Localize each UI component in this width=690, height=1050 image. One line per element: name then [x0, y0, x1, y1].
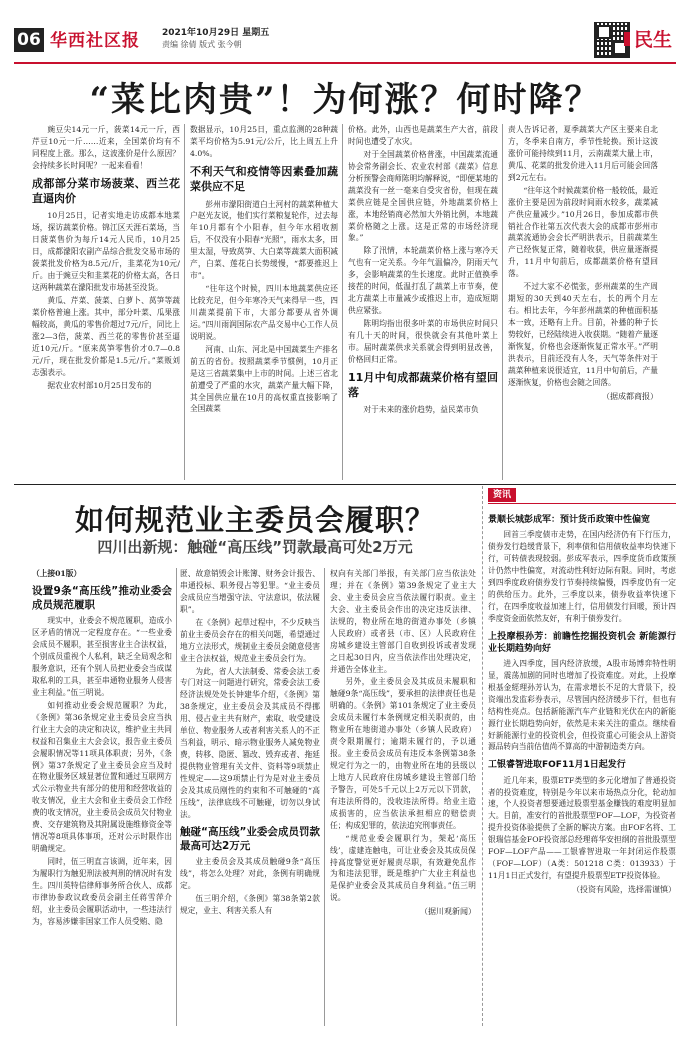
- paragraph: 在《条例》起草过程中，不少反映当前业主委员会存在的相关问题，希望通过地方立法形式，规制业主委员会随意侵害业主合法权益，规范业主委员会行为。: [180, 617, 320, 663]
- story2-column-2: [180, 568, 320, 1026]
- story2-subhead-1: 设置9条“高压线”推动业委会成员规范履职: [32, 584, 172, 612]
- story1-column-1: [32, 124, 180, 480]
- paragraph: “规范业委会履职行为，架起‘高压线’，虚建连触电，可让业委会及其成员保持高度警觉更好履责尽职，有效避免乱作为和违法犯罪，既是维护广大业主利益也是保护业委会及其成员自身利益。”伍三明说。: [330, 833, 476, 903]
- story1-subhead-2: 不利天气和疫情等因素叠加蔬菜供应不足: [190, 164, 338, 193]
- paragraph: 业主委员会及其成员触碰9条“高压线”，将怎么处理？对此，条例有明确规定。: [180, 857, 320, 890]
- info-credit: （投资有风险，选择需谨慎）: [572, 885, 676, 894]
- info-tag: 资讯: [488, 488, 516, 502]
- column-divider: [176, 568, 177, 1026]
- paragraph: “往年这个时候蔬菜价格一般较低，最近涨价主要是因为前段时间雨水较多，蔬菜减产供应量减少。”10月26日，参加成都市供销社合作社第五次代表大会的成都市彭州市蔬菜流通协会会长严明洪表示，目前蔬菜生产已经恢复正常，随着收获，供应量逐渐提升，11月中旬前后，成都蔬菜价格有望回落。: [508, 185, 658, 279]
- story2-credit: （据川观新闻）: [420, 907, 476, 917]
- info-item-title: 工银睿智进取FOF11月1日起发行: [488, 760, 626, 771]
- info-divider: [482, 486, 483, 1026]
- paragraph: 进入四季度，国内经济放缓，A股市场博弈特性明显，震荡加剧的同时也增加了投资难度。对此，上投摩根基金經理孙芳认为，在需求增长不足的大背景下，投资端出发监彩券表示，尽管国内经济缓步下行，但也有结构性亮点。包括新能源汽车产业链和光伏在内的新能源行业长期趋势向好，依然是未来关注的重点。继续看好新能源行业的投资机会，但投资重心可能会从上游资源品转向当前估值尚不算高的中游制造类方向。: [488, 658, 676, 752]
- story-divider: [14, 484, 676, 485]
- paragraph: 责人告诉记者，夏季蔬菜大产区主要来自北方，冬季来自南方，季节性轮换。预计这波涨价可能持续到11月，云南蔬菜大量上市，黄瓜、花菜的批发价进入11月后可能会回落到2元左右。: [508, 125, 658, 182]
- story2-column-3: [330, 568, 476, 1026]
- paragraph: 据农业农村部10月25日发布的: [47, 380, 152, 390]
- paragraph: 对于未来的涨价趋势，益民菜市负: [363, 405, 479, 415]
- column-divider: [342, 124, 343, 480]
- paragraph: “往年这个时候，四川本地蔬菜供应还比较充足，但今年寒冷天气来得早一些，四川蔬菜提前下市，大部分都要从省外调运。”四川雨润国际农产品交易中心工作人员说明说。: [190, 284, 338, 341]
- editor-credits: 责编 徐倩 版式 张今朝: [162, 40, 242, 49]
- story1-column-4: [508, 124, 658, 480]
- info-item-title: 景顺长城彭成军：预计货币政策中性偏宽: [488, 515, 651, 525]
- story1-subhead-3: 11月中旬成都蔬菜价格有望回落: [348, 370, 498, 399]
- paragraph: 对于全国蔬菜价格普涨，中国蔬菜流通协会常务副会长、农业农村部《蔬菜》信息分析预警会商师陈明均解释说，“即便某地的蔬菜没有一丝一毫来自受灾省份，但现在蔬菜供应链是全国供应链，外地蔬菜价格上涨，本地经销商必然加大外销比例，本地蔬菜价格随之上涨。这是正常的市场经济现象。”: [348, 149, 498, 243]
- issue-date: 2021年10月29日 星期五: [162, 28, 270, 38]
- story2-subhead: 四川出新规：触碰“高压线”罚款最高可处2万元: [97, 538, 413, 556]
- story1-column-2: [190, 124, 338, 480]
- dateline: （上接01版）: [32, 569, 82, 578]
- paragraph: 近几年来，股票ETF类型的多元化增加了普通投资者的投资难度，特别是今年以来市场热点分化，轮动加速，个人投资者想要通过股票型基金赚钱的难度明显加大。目前，准安行的首批股票型FOF—LOF，为投资者提升投资体验提供了全新的解决方案。由FOF名将、工银瑞信基金FOF投资部总经理蒋华安担纲的首批股票型FOF—LOF产品——工银睿智进取一年封闭运作股票（FOF—LOF）（A类：501218 C类：013933）于11月1日正式发行，有望提升股票型ETF投资体验。: [488, 775, 676, 881]
- main-headline: “菜比肉贵”！为何涨？何时降？: [89, 80, 601, 120]
- paragraph: 伍三明介绍，《条例》第38条第2款规定，业主、利害关系人有: [180, 893, 320, 915]
- story2-column-1: [32, 568, 172, 1026]
- story1-subhead-1: 成都部分菜市场菠菜、西兰花直逼肉价: [32, 176, 180, 205]
- paragraph: 如何推动业委会规范履职？为此，《条例》第36条规定业主委员会应当执行业主大会的决定和决议，维护业主共同权益和召集业主大会会议，报告业主委员会履职情况等11项具体职责；另外，《条例》第37条规定了业主委员会应当及时在物业服务区域显著位置和通过互联网方式公示物业共有部分的使用和经营收益的收支情况，业主大会和业主委员会工作经费的收支情况，业主委员会成员欠付物业费、交存建筑物及其附属设施维修资金等情况等8项具体事项，还对公示时限作出明确规定。: [32, 700, 172, 854]
- info-header: [488, 486, 676, 504]
- paragraph: 价格。此外，山西也是蔬菜生产大省，前段时间也遭受了水灾。: [348, 125, 498, 146]
- lead-paragraph: 豌豆尖14元一斤，菠菜14元一斤，西芹豆10元一斤……近来，全国菜价均有不同程度上涨。那么，这波涨价是什么原因？会持续多长时间呢？一起来看看！: [32, 125, 180, 170]
- paragraph: 回首三季度债市走势，在国内经济仍有下行压力，债券发行趋缓背景下，利率债和信用债收益率均快速下行，可转债表现较弱。彭成军表示，四季度货币政策预计仍然中性偏宽，对流动性利好边际有限。同时，考虑到四季度政府债券发行节奏持续偏慢，四季度仍有一定的供给压力。此外，三季度以来，债券收益率快速下行，在四季度收益加速上行，信用债发行回暖，预计四季度资金面依然友好，有利于债券发行。: [488, 530, 676, 623]
- paragraph: 数据显示，10月25日，重点监测的28种蔬菜平均价格为5.91元/公斤，比上周五上升4.0%。: [190, 125, 338, 158]
- paragraph: 黄瓜、芹菜、菠菜、白萝卜、莴笋等蔬菜价格普遍上涨。其中，部分叶菜、瓜果涨幅较高，黄瓜的零售价超过7元/斤，同比上涨2—3倍，菠菜、西兰花的零售价甚至逼近10元/斤。“原来莴笋零售价才0.7—0.8元/斤，现在批发价都是1.5元/斤。”菜贩刘志强表示。: [32, 296, 180, 377]
- paragraph: 10月25日，记者实地走访成都本地菜场，探访蔬菜价格。锦江区天涯石菜场，当日菠菜售价为每斤14元人民币，10月25日，成都濛阳农副产品综合批发交易市场的菠菜批发价格为8.5元/斤，韭菜花为10元/斤。由于豌豆尖和韭菜花的价格太高，各日这两种蔬菜在濛阳批发市场甚至没货。: [32, 211, 180, 293]
- story1-column-3: [348, 124, 498, 480]
- paragraph: 同时，伍三明直言该调，近年来，因为履职行为触犯刑法被判刑的情况时有发生。四川英特信律师事务所合伙人、成都市律协参政议政委员会副主任蒋雪萍介绍，业主委员会履职活动中，一些违法行为，容易涉嫌非国家工作人员受贿、隐: [32, 857, 172, 926]
- paragraph: 权向有关部门举报，有关部门应当依法处理；并在《条例》第39条规定了业主大会、业主委员会应当依法履行职责。业主大会、业主委员会作出的决定违反法律、法规的，物业所在地的街道办事处（乡镇人民政府）或者县（市、区）人民政府住房城乡建设主管部门自收到投诉或者发现之日起30日内，应当依法作出处理决定，并通告全体业主。: [330, 569, 476, 674]
- paragraph: 为此，省人大法制委、常委会法工委专门对这一问题进行研究，常委会法工委经济法规处处长钟建华介绍，《条例》第38条规定，业主委员会及其成员不得挪用、侵占业主共有财产，索取、收受建设单位、物业服务人或者利害关系人的不正当利益，明示、暗示物业服务人减免物业费，转移、隐匿、篡改、毁弃或者、拖延提供物业管理有关文件、资料等9项禁止性规定——这9项禁止行为是对业主委员会及其成员刚性的约束和不可触碰的“高压线”，法律底线不可触碰，切勿以身试法。: [180, 666, 320, 819]
- paragraph: 现实中，业委会不规范履职，造成小区矛盾的情况一定程度存在。“一些业委会成员不履职，甚至损害业主合法权益，个别成员重视个人私利，缺乏全局观念和服务意识，还有个别人员把业委会当成谋取私利的工具，甚至串通物业服务人侵害业主利益。”伍三明说。: [32, 616, 172, 697]
- story1-credit: （据成都商报）: [602, 391, 658, 401]
- masthead: [14, 22, 676, 58]
- story2-headline: 如何规范业主委员会履职？: [74, 503, 435, 537]
- page-number: 06: [14, 28, 44, 52]
- paragraph: 除了汛情，本轮蔬菜价格上涨与寒冷天气也有一定关系。今年气温偏冷，阴雨天气多，会影响蔬菜的生长速度。此时正值换季接茬的时间，低温打乱了蔬菜上市节奏，使北方蔬菜上市量减少或推迟上市，造成短期供应紧张。: [348, 246, 498, 316]
- column-divider: [184, 124, 185, 480]
- masthead-rule: [14, 62, 676, 64]
- story2-subhead-2: 触碰“高压线”业委会成员罚款最高可达2万元: [180, 825, 320, 852]
- paragraph: 河南、山东、河北是中国蔬菜生产排名前五的省份。按照蔬菜季节惯例，10月正是这三省蔬菜集中上市的时间。上述三省北前遭受了严重的水灾，蔬菜产量大幅下降，其全国供应量在10月的高权重直接影响了全国蔬菜: [190, 344, 338, 414]
- section-name: 民生: [634, 29, 673, 51]
- paragraph: 另外，业主委员会及其成员未履职和触碰9条“高压线”，要承担的法律责任也是明确的。《条例》第101条规定了业主委员会成员未履行本条例规定相关职责的，由物业所在地街道办事处（乡镇人民政府）责令限期履行；逾期未履行的，予以通报。业主委员会成员有违反本条例第38条规定行为之一的，由物业所在地的县级以上地方人民政府住房城乡建设主管部门给予警告，可处5千元以上2万元以下罚款，有违法所得的，没收违法所得。给业主造成损害的，应当依法承担相应的赔偿责任；构成犯罪的，依法追究刑事责任。: [330, 677, 476, 830]
- info-column: [488, 508, 676, 1028]
- paragraph: 匿、故意销毁会计账簿、财务会计报告、串通投标、职务侵占等犯罪。“业主委员会成员应当增强守法、守法意识，依法履职”。: [180, 569, 320, 614]
- paper-name: 华西社区报: [50, 31, 140, 51]
- paragraph: 彭州市濛阳街道白土河村的蔬菜种植大户赵光友说，他们实行菜粮复轮作，过去每年10月都有个小阳春，但今年水稻收割后，不仅没有小阳春“光照”，雨水太多，田里太湿，导致莴笋、大白菜等蔬菜大面积减产，白菜、莲花白长势缓慢，“都要推迟上市”。: [190, 199, 338, 281]
- column-divider: [502, 124, 503, 480]
- info-item-title: 上投摩根孙芳：前瞻性挖掘投资机会 新能源行业长期趋势向好: [488, 631, 676, 654]
- paragraph: 不过大家不必慌张，彭州蔬菜的生产周期短的30天到40天左右，长的两个月左右。相比去年，今年彭州蔬菜的种植面积基本一致，还略有上升。目前，补播的种子长势较好，已经陆续进入收获期。“随着产量逐渐恢复，价格也会逐渐恢复正常水平。”严明洪表示，目前还没有人冬，天气等条件对于蔬菜种植来说很适宜，11月中旬前后，产量逐渐恢复，价格也会随之回落。: [508, 282, 658, 387]
- paragraph: 陈明均指出很多叶菜的市场供应时间只有几十天的时间，很快就会有其他叶菜上市。届时蔬菜供求关系就会得到明显改善，价格回归正常。: [348, 319, 498, 364]
- column-divider: [324, 568, 325, 1026]
- section-marker: [624, 32, 630, 46]
